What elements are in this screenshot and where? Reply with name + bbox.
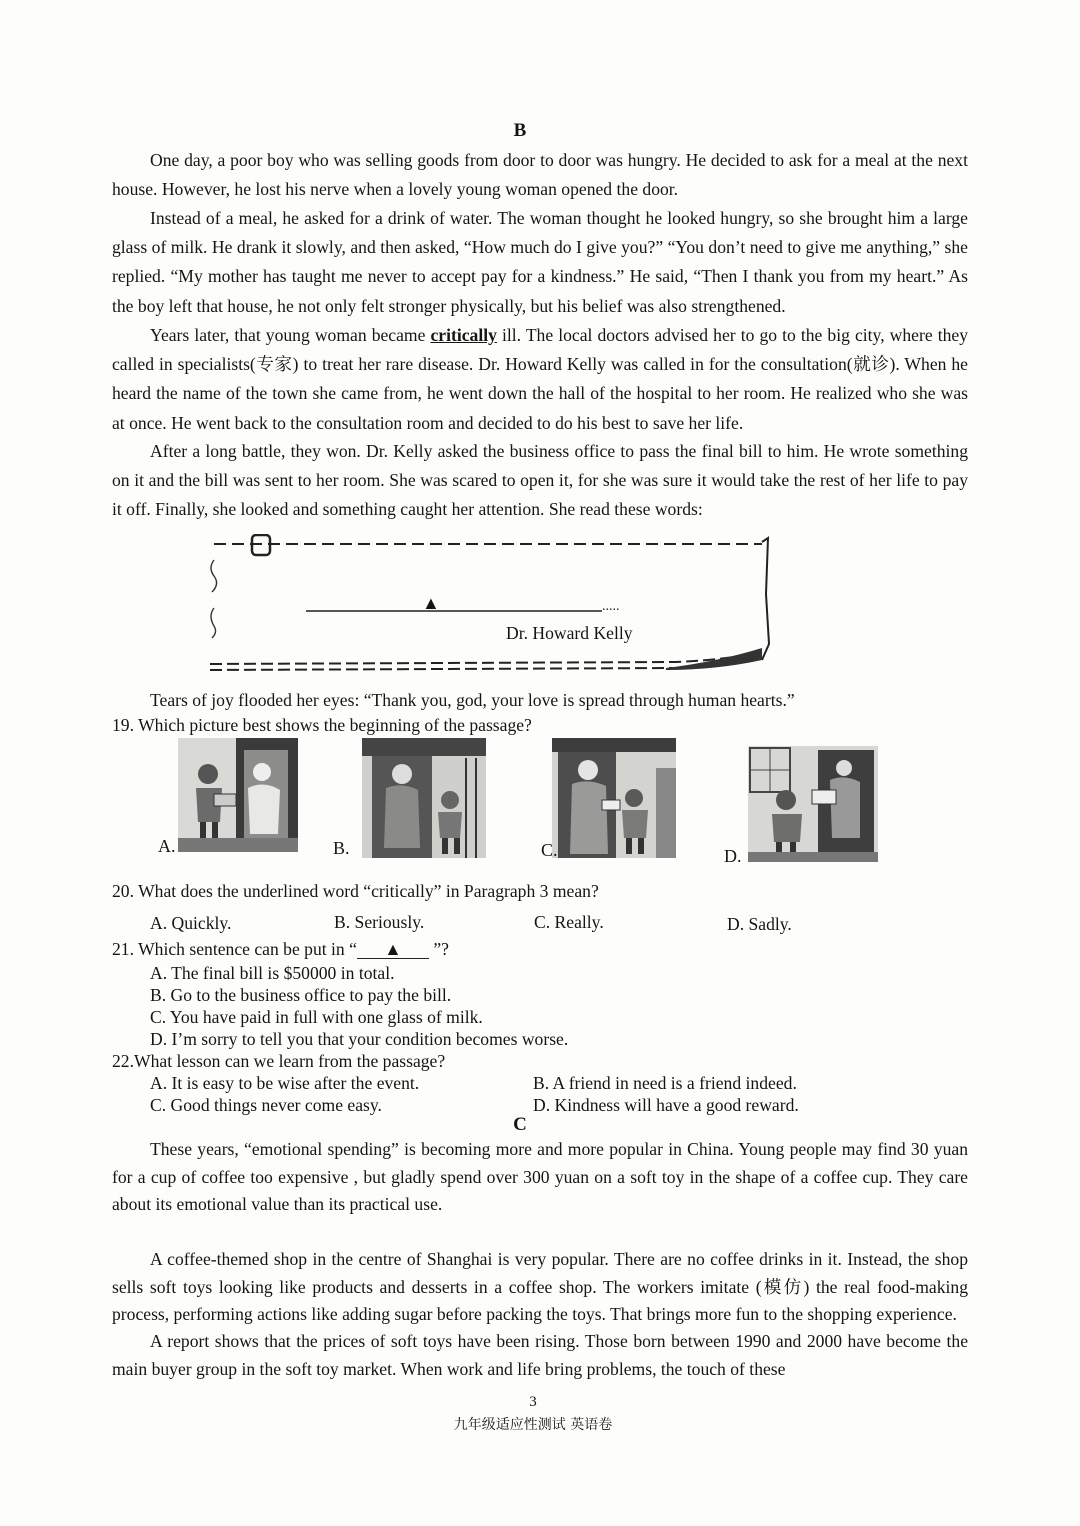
question-22-option-b: B. A friend in need is a friend indeed. <box>533 1073 797 1093</box>
doctor-note <box>206 534 774 676</box>
picture-label-a: A. <box>158 836 176 856</box>
exam-title-footer: 九年级适应性测试 英语卷 <box>453 1417 613 1433</box>
paragraph-b3-rest: ill. The local doctors advised her to go to the big city, where they called in specialists(专家) to treat her rare disease. Dr. Howard Kelly was called in for the consultation(就诊). When he heard the name of the town she came from, he went down the hall of the hospital to her room. He realized who she was at once. He went back to the consultation room and decided to do his best to save her life. <box>112 325 969 433</box>
paragraph-b3 <box>112 321 968 438</box>
page-number: 3 <box>529 1394 537 1410</box>
picture-option-a <box>178 738 298 852</box>
section-c-heading: C <box>513 1114 527 1135</box>
picture-option-c <box>552 738 676 858</box>
question-21-stem <box>112 938 449 960</box>
picture-option-b <box>362 738 486 858</box>
question-22-option-a: A. It is easy to be wise after the event. <box>150 1073 420 1093</box>
picture-option-d <box>748 746 878 862</box>
section-b-heading: B <box>513 120 527 141</box>
question-19-stem: 19. Which picture best shows the beginning of the passage? <box>112 715 532 735</box>
paragraph-c1: These years, “emotional spending” is becoming more and more popular in China. Young people may find 30 yuan for a cup of coffee too expensive , but gladly spend over 300 yuan on a soft toy in the shape of a coffee cup. They care about its emotional value than its practical use. <box>112 1139 968 1214</box>
question-21-option-b: B. Go to the business office to pay the bill. <box>150 985 452 1005</box>
picture-d-illustration <box>748 746 878 862</box>
question-22-option-c: C. Good things never come easy. <box>150 1095 382 1115</box>
question-21-option-d: D. I’m sorry to tell you that your condition becomes worse. <box>150 1029 569 1049</box>
question-21-option-c: C. You have paid in full with one glass of milk. <box>150 1007 483 1027</box>
question-21-stem-end: ”? <box>428 939 449 959</box>
question-22-option-d: D. Kindness will have a good reward. <box>533 1095 799 1115</box>
picture-label-d: D. <box>724 846 742 866</box>
question-20-option-a: A. Quickly. <box>150 913 232 933</box>
picture-a-illustration <box>178 738 298 852</box>
picture-label-b: B. <box>333 838 350 858</box>
question-21-option-a: A. The final bill is $50000 in total. <box>150 963 395 983</box>
blank-dots: ..... <box>602 599 620 614</box>
picture-b-illustration <box>362 738 486 858</box>
picture-label-c: C. <box>541 840 558 860</box>
paragraph-b1: One day, a poor boy who was selling goods from door to door was hungry. He decided to ask for a meal at the next house. However, he lost his nerve when a lovely young woman opened the door. <box>112 150 968 200</box>
question-20-option-c: C. Really. <box>534 912 604 932</box>
paragraph-b5: Tears of joy flooded her eyes: “Thank you, god, your love is spread through human hearts.” <box>150 690 795 710</box>
paragraph-b3-start: Years later, that young woman became <box>150 325 431 345</box>
question-21-blank: ▲ <box>357 940 429 959</box>
question-20-stem: 20. What does the underlined word “critically” in Paragraph 3 mean? <box>112 881 599 901</box>
question-22-stem: 22.What lesson can we learn from the passage? <box>112 1051 446 1071</box>
underlined-word: critically <box>430 325 497 345</box>
paragraph-b2: Instead of a meal, he asked for a drink of water. The woman thought he looked hungry, so she brought him a large glass of milk. He drank it slowly, and then asked, “How much do I give you?” “You don’t need to give me anything,” she replied. “My mother has taught me never to accept pay for a kindness.” He said, “Then I thank you from my heart.” As the boy left that house, he not only felt stronger physically, but his belief was also strengthened. <box>112 208 968 316</box>
note-signature: Dr. Howard Kelly <box>506 623 633 643</box>
question-21-stem-start: 21. Which sentence can be put in “ <box>112 939 357 959</box>
torn-paper-outline <box>206 534 774 676</box>
question-20-option-b: B. Seriously. <box>334 912 425 932</box>
question-20-option-d: D. Sadly. <box>727 914 792 934</box>
blank-triangle-mark: ▲ <box>422 593 440 613</box>
paragraph-b4: After a long battle, they won. Dr. Kelly asked the business office to pass the final bill to him. He wrote something on it and the bill was sent to her room. She was scared to open it, for she was sure it would take the rest of her life to pay it off. Finally, she looked and something caught her attention. She read these words: <box>112 441 968 520</box>
paragraph-c2: A coffee-themed shop in the centre of Shanghai is very popular. There are no coffee drinks in it. Instead, the shop sells soft toys looking like products and desserts in a coffee shop. The workers imitate (模仿) the real food-making process, performing actions like adding sugar before packing the toys. That brings more fun to the shopping experience. <box>112 1249 968 1324</box>
paragraph-c3: A report shows that the prices of soft toys have been rising. Those born between 1990 and 2000 have become the main buyer group in the soft toy market. When work and life bring problems, the touch of these <box>112 1331 968 1379</box>
picture-c-illustration <box>552 738 676 858</box>
